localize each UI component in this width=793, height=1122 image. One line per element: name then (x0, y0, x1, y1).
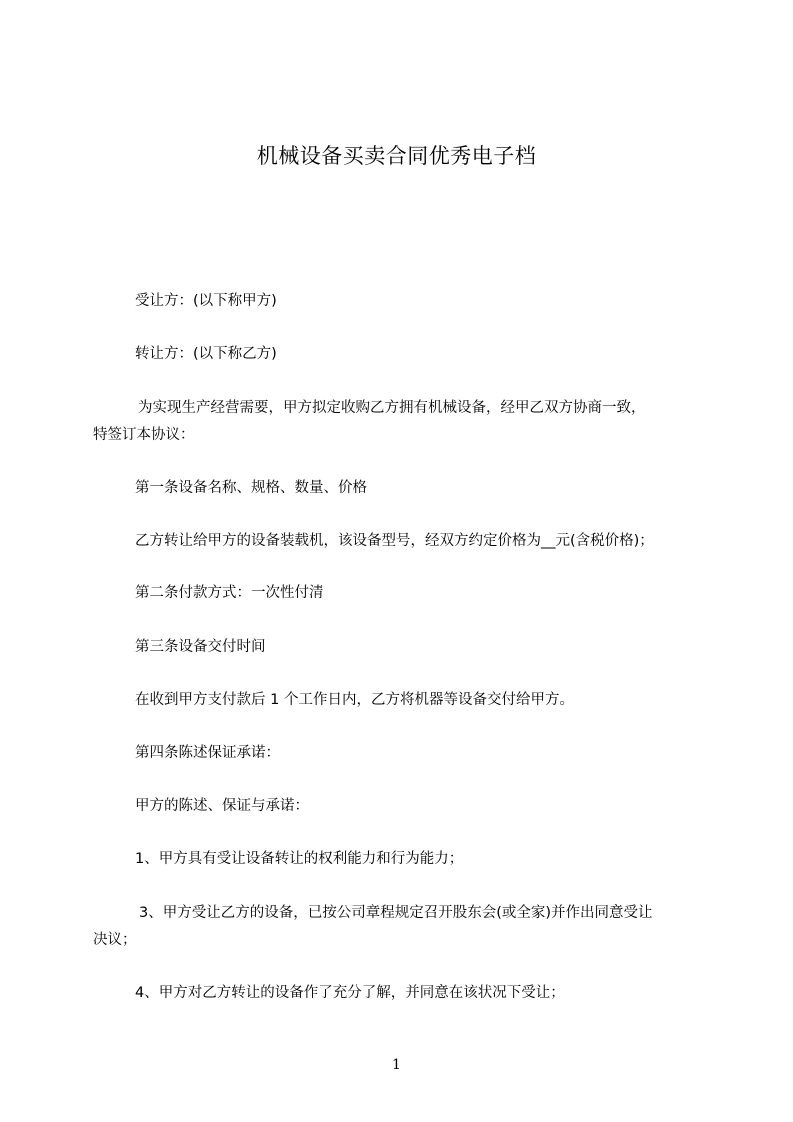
article-three-heading: 第三条设备交付时间 (135, 639, 266, 655)
article-one-heading: 第一条设备名称、规格、数量、价格 (135, 480, 367, 496)
paragraph-preamble-line1: 为实现生产经营需要，甲方拟定收购乙方拥有机械设备，经甲乙双方协商一致， (138, 400, 646, 416)
page-number: 1 (392, 1057, 401, 1073)
party-a-item-3-line1: 3、甲方受让乙方的设备，已按公司章程规定召开股东会(或全家)并作出同意受让 (139, 905, 653, 921)
article-two-heading: 第二条付款方式：一次性付清 (135, 585, 324, 601)
article-four-heading: 第四条陈述保证承诺： (135, 745, 280, 761)
paragraph-transferor: 转让方：(以下称乙方) (135, 346, 277, 362)
article-one-body: 乙方转让给甲方的设备装载机，该设备型号，经双方约定价格为__元(含税价格)； (135, 533, 654, 549)
paragraph-transferee: 受让方：(以下称甲方) (135, 293, 277, 309)
party-a-item-3-line2: 决议； (93, 932, 137, 948)
article-three-body: 在收到甲方支付款后 1 个工作日内，乙方将机器等设备交付给甲方。 (135, 692, 574, 708)
party-a-item-1: 1、甲方具有受让设备转让的权利能力和行为能力； (135, 851, 464, 867)
document-title: 机械设备买卖合同优秀电子档 (256, 144, 537, 168)
paragraph-preamble-line2: 特签订本协议： (93, 427, 195, 443)
party-a-item-4: 4、甲方对乙方转让的设备作了充分了解，并同意在该状况下受让； (135, 985, 565, 1001)
party-a-statements-heading: 甲方的陈述、保证与承诺： (135, 798, 309, 814)
